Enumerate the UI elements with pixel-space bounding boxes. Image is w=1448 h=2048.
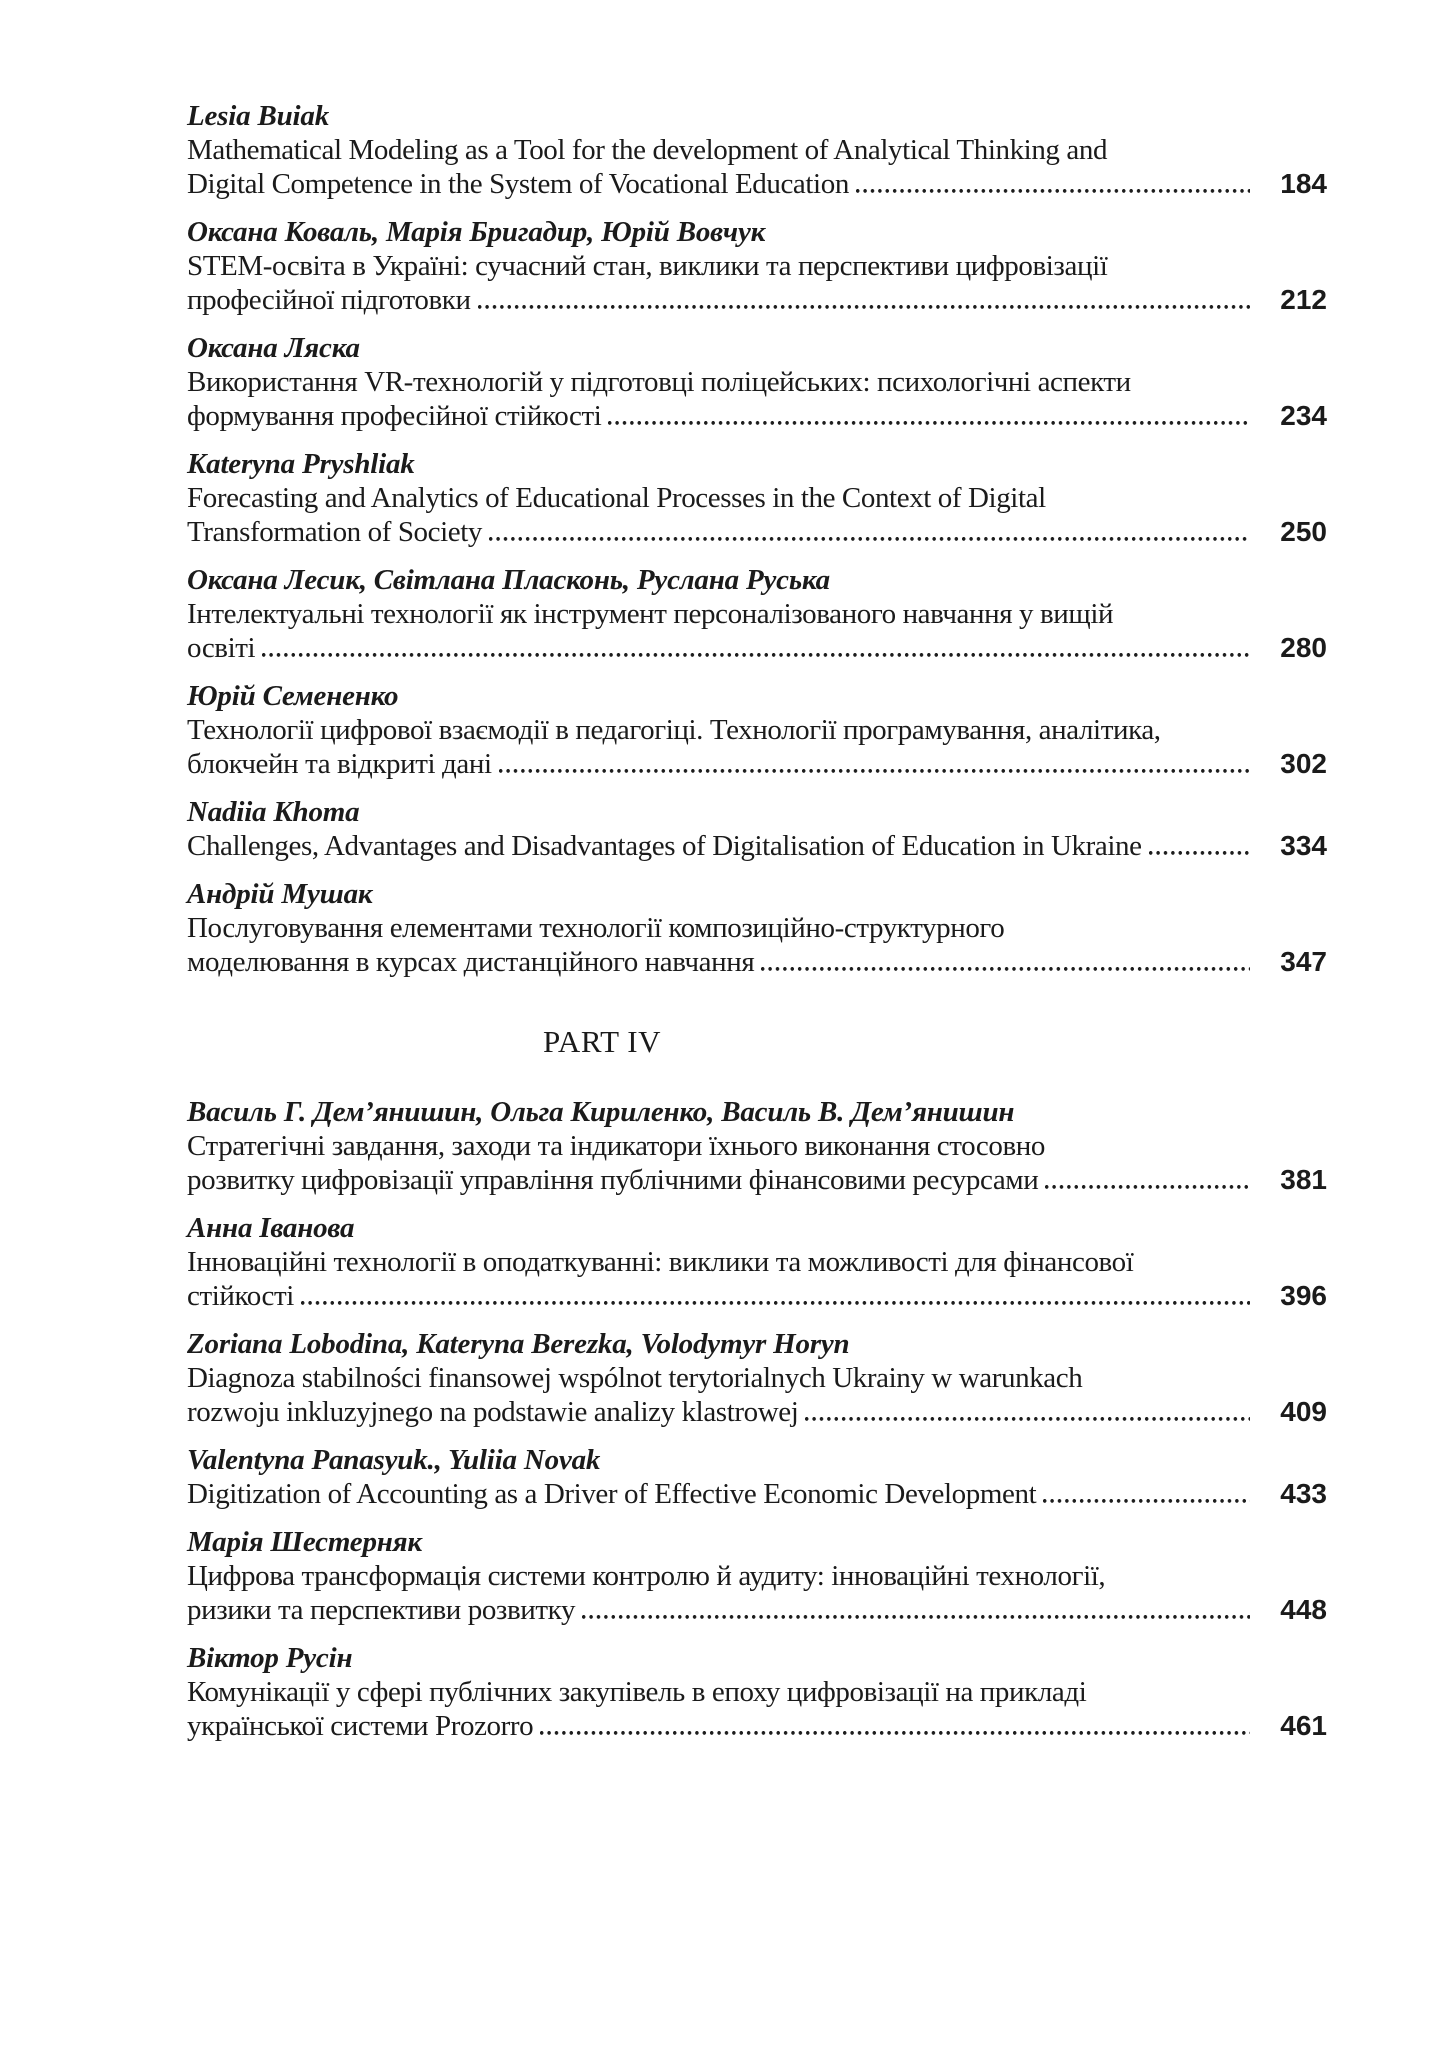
entry-title-line: Інноваційні технології в оподаткуванні: виклики та можливості для фінансової <box>187 1246 1134 1278</box>
entry-page-number: 433 <box>1280 1478 1327 1509</box>
entry-title-line: STEM-освіта в Україні: сучасний стан, виклики та перспективи цифровізації <box>187 250 1108 282</box>
entry-page-number: 448 <box>1280 1594 1327 1625</box>
entry-title-line: Цифрова трансформація системи контролю й аудиту: інноваційні технології, <box>187 1560 1106 1592</box>
entry-authors: Nadiia Khoma <box>187 796 360 828</box>
entry-last-line <box>187 747 1327 781</box>
entry-page-number: 461 <box>1280 1710 1327 1741</box>
toc-entry <box>187 1525 1327 1627</box>
entry-page-number: 280 <box>1280 632 1327 663</box>
entry-page-number: 250 <box>1280 516 1327 547</box>
entry-title-text: української системи Prozorro <box>187 1710 534 1742</box>
dot-leader <box>301 1279 1250 1313</box>
entry-page-number: 396 <box>1280 1280 1327 1311</box>
toc-entry <box>187 331 1327 433</box>
entry-title-text: Transformation of Society <box>187 516 483 548</box>
entry-title-line: Forecasting and Analytics of Educational Processes in the Context of Digital <box>187 482 1046 514</box>
entry-authors: Zoriana Lobodina, Kateryna Berezka, Volodymyr Horyn <box>187 1328 850 1360</box>
entry-authors: Lesia Buiak <box>187 100 330 132</box>
entry-title-line: Стратегічні завдання, заходи та індикатори їхнього виконання стосовно <box>187 1130 1046 1162</box>
toc-entry <box>187 215 1327 317</box>
entry-title-line: Технології цифрової взаємодії в педагогіці. Технології програмування, аналітика, <box>187 714 1161 746</box>
entry-title-line: Послуговування елементами технології композиційно-структурного <box>187 912 1005 944</box>
entry-last-line <box>187 631 1327 665</box>
entry-page-number: 184 <box>1280 168 1327 199</box>
entry-title-text: rozwoju inkluzyjnego na podstawie analizy klastrowej <box>187 1396 799 1428</box>
toc-entry <box>187 99 1327 201</box>
dot-leader <box>489 515 1250 549</box>
entry-last-line <box>187 1395 1327 1429</box>
entry-title-text: освіті <box>187 632 256 664</box>
entry-page-number: 334 <box>1280 830 1327 861</box>
entry-title-text: формування професійної стійкості <box>187 400 602 432</box>
entry-last-line <box>187 1279 1327 1313</box>
entry-last-line <box>187 945 1327 979</box>
entry-authors: Анна Іванова <box>187 1212 355 1244</box>
toc-entry <box>187 563 1327 665</box>
toc-entry <box>187 447 1327 549</box>
dot-leader <box>540 1709 1250 1743</box>
entry-title-text: ризики та перспективи розвитку <box>187 1594 576 1626</box>
entry-authors: Василь Г. Дем’янишин, Ольга Кириленко, Василь В. Дем’янишин <box>187 1096 1015 1128</box>
dot-leader <box>761 945 1250 979</box>
dot-leader <box>1149 829 1250 863</box>
entry-authors: Андрій Мушак <box>187 878 373 910</box>
entry-last-line <box>187 167 1327 201</box>
entry-last-line <box>187 1593 1327 1627</box>
entry-page-number: 409 <box>1280 1396 1327 1427</box>
table-of-contents <box>187 99 1327 1743</box>
entry-authors: Оксана Ляска <box>187 332 360 364</box>
dot-leader <box>1045 1163 1250 1197</box>
entry-authors: Оксана Лесик, Світлана Пласконь, Руслана Руська <box>187 564 830 596</box>
entry-title-line: Інтелектуальні технології як інструмент персоналізованого навчання у вищій <box>187 598 1114 630</box>
entry-title-line: Diagnoza stabilności finansowej wspólnot terytorialnych Ukrainy w warunkach <box>187 1362 1083 1394</box>
entry-authors: Kateryna Pryshliak <box>187 448 415 480</box>
entry-title-line: Комунікації у сфері публічних закупівель в епоху цифровізації на прикладі <box>187 1676 1087 1708</box>
toc-entry <box>187 1641 1327 1743</box>
entry-authors: Віктор Русін <box>187 1642 353 1674</box>
dot-leader <box>1043 1477 1250 1511</box>
entry-title-text: розвитку цифровізації управління публічними фінансовими ресурсами <box>187 1164 1039 1196</box>
entry-page-number: 302 <box>1280 748 1327 779</box>
dot-leader <box>499 747 1250 781</box>
entry-page-number: 212 <box>1280 284 1327 315</box>
entry-last-line <box>187 283 1327 317</box>
dot-leader <box>582 1593 1250 1627</box>
entry-last-line <box>187 399 1327 433</box>
entry-page-number: 381 <box>1280 1164 1327 1195</box>
entry-title-text: стійкості <box>187 1280 294 1312</box>
toc-entry <box>187 1095 1327 1197</box>
entry-authors: Оксана Коваль, Марія Бригадир, Юрій Вовчук <box>187 216 766 248</box>
entry-last-line <box>187 1163 1327 1197</box>
entry-authors: Марія Шестерняк <box>187 1526 422 1558</box>
part-heading: PART IV <box>543 1024 661 1059</box>
toc-entry <box>187 877 1327 979</box>
entry-title-text: професійної підготовки <box>187 284 471 316</box>
entry-title-text: Challenges, Advantages and Disadvantages of Digitalisation of Education in Ukraine <box>187 830 1142 862</box>
entry-title-line: Mathematical Modeling as a Tool for the development of Analytical Thinking and <box>187 134 1108 166</box>
entry-last-line <box>187 829 1327 863</box>
toc-entry <box>187 1211 1327 1313</box>
toc-entry <box>187 1443 1327 1511</box>
entry-authors: Valentyna Panasyuk., Yuliia Novak <box>187 1444 601 1476</box>
toc-entry <box>187 1327 1327 1429</box>
dot-leader <box>805 1395 1250 1429</box>
toc-entry <box>187 795 1327 863</box>
entry-page-number: 234 <box>1280 400 1327 431</box>
dot-leader <box>478 283 1250 317</box>
dot-leader <box>856 167 1250 201</box>
entry-title-text: Digitization of Accounting as a Driver of Effective Economic Development <box>187 1478 1037 1510</box>
entry-authors: Юрій Семененко <box>187 680 399 712</box>
entry-last-line <box>187 1709 1327 1743</box>
entry-last-line <box>187 1477 1327 1511</box>
dot-leader <box>262 631 1250 665</box>
entry-last-line <box>187 515 1327 549</box>
toc-entry <box>187 679 1327 781</box>
entry-page-number: 347 <box>1280 946 1327 977</box>
dot-leader <box>608 399 1250 433</box>
entry-title-text: блокчейн та відкриті дані <box>187 748 492 780</box>
entry-title-line: Використання VR-технологій у підготовці поліцейських: психологічні аспекти <box>187 366 1131 398</box>
entry-title-text: моделювання в курсах дистанційного навчання <box>187 946 755 978</box>
entry-title-text: Digital Competence in the System of Vocational Education <box>187 168 849 200</box>
